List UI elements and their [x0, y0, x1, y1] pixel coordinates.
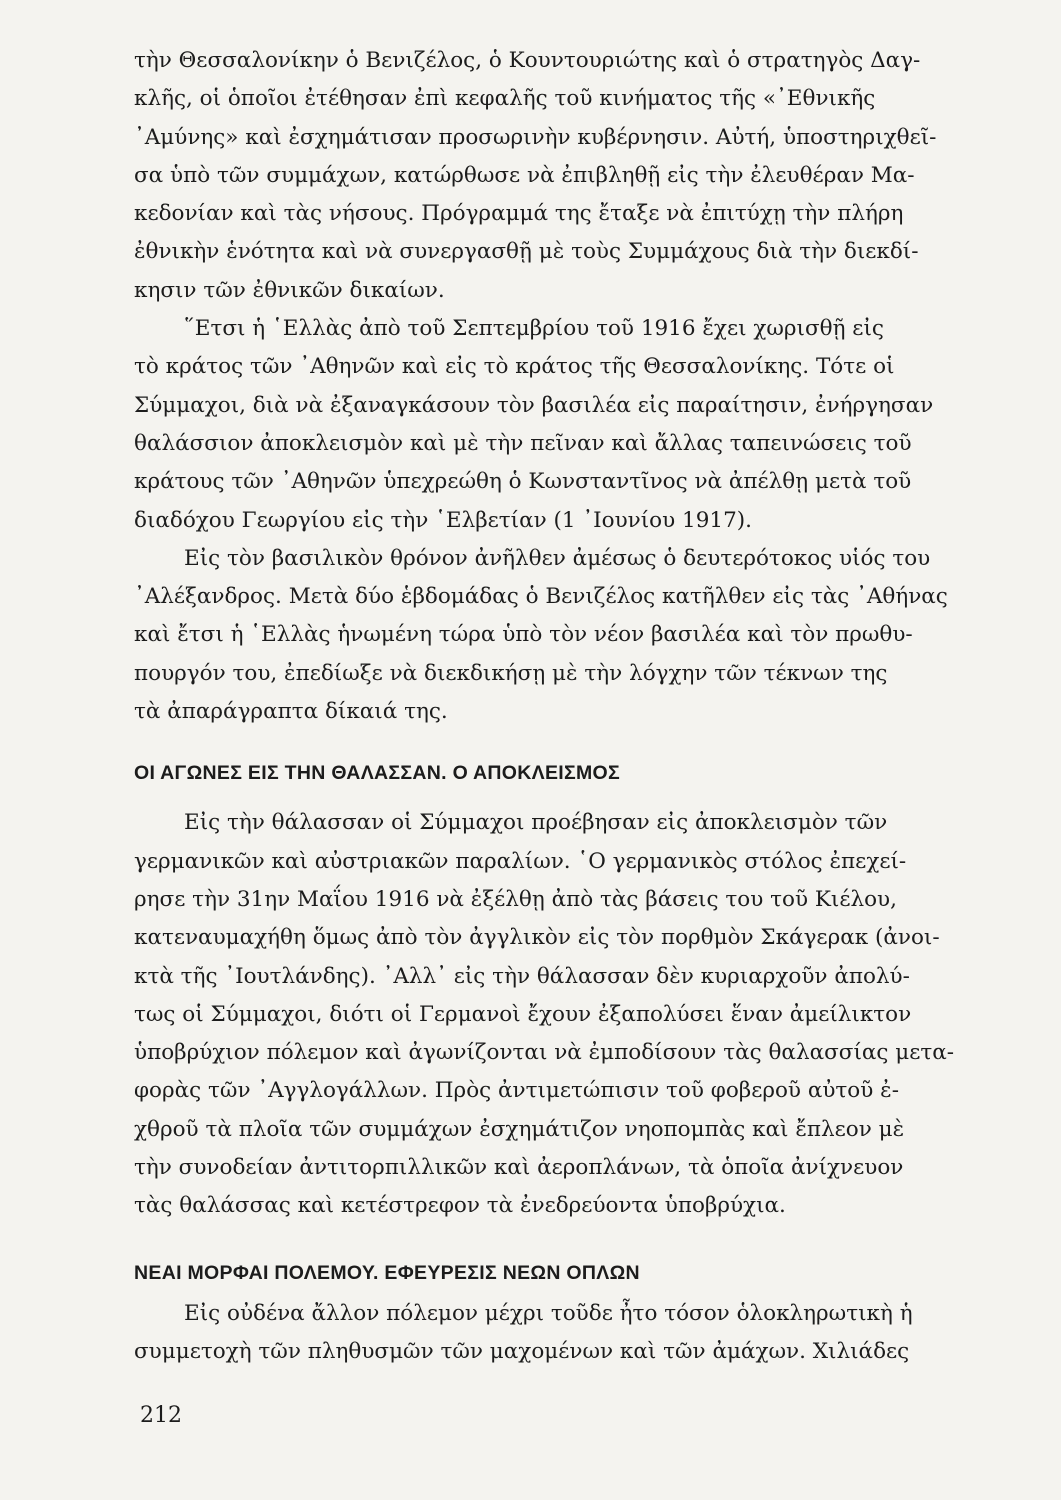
text-line: ᾿Αλέξανδρος. Μετὰ δύο ἑβδομάδας ὁ Βενιζέλος κατῆλθεν εἰς τὰς ᾿Αθήνας: [134, 584, 948, 610]
text-line: Εἰς τὴν θάλασσαν οἱ Σύμμαχοι προέβησαν εἰς ἀποκλεισμὸν τῶν: [184, 810, 888, 836]
text-line: κλῆς, οἱ ὁποῖοι ἐτέθησαν ἐπὶ κεφαλῆς τοῦ κινήματος τῆς «᾿Εθνικῆς: [134, 86, 876, 112]
text-line: σα ὑπὸ τῶν συμμάχων, κατώρθωσε νὰ ἐπιβληθῇ εἰς τὴν ἐλευθέραν Μα-: [134, 162, 915, 188]
text-line: ρησε τὴν 31ην Μαΐου 1916 νὰ ἐξέλθῃ ἀπὸ τὰς βάσεις του τοῦ Κιέλου,: [134, 886, 897, 912]
paragraph-3: [134, 540, 994, 731]
text-line: χθροῦ τὰ πλοῖα τῶν συμμάχων ἐσχημάτιζον νηοπομπὰς καὶ ἔπλεον μὲ: [134, 1116, 905, 1142]
text-line: ὑποβρύχιον πόλεμον καὶ ἀγωνίζονται νὰ ἐμποδίσουν τὰς θαλασσίας μετα-: [134, 1040, 955, 1066]
text-line: γερμανικῶν καὶ αὐστριακῶν παραλίων. ῾Ο γερμανικὸς στόλος ἐπεχεί-: [134, 848, 907, 874]
text-line: τὸ κράτος τῶν ᾿Αθηνῶν καὶ εἰς τὸ κράτος τῆς Θεσσαλονίκης. Τότε οἱ: [134, 354, 895, 380]
text-line: τὰς θαλάσσας καὶ κετέστρεφον τὰ ἐνεδρεύοντα ὑποβρύχια.: [134, 1193, 786, 1219]
text-line: καὶ ἔτσι ἡ ῾Ελλὰς ἡνωμένη τώρα ὑπὸ τὸν νέον βασιλέα καὶ τὸν πρωθυ-: [134, 622, 913, 648]
text-line: ῞Ετσι ἡ ῾Ελλὰς ἀπὸ τοῦ Σεπτεμβρίου τοῦ 1916 ἔχει χωρισθῇ εἰς: [184, 316, 884, 342]
text-line: κτὰ τῆς ᾿Ιουτλάνδης). ᾿Αλλ᾿ εἰς τὴν θάλασσαν δὲν κυριαρχοῦν ἀπολύ-: [134, 963, 910, 989]
paragraph-warfare: [134, 1295, 994, 1372]
paragraph-1: [134, 42, 994, 310]
text-line: τὰ ἀπαράγραπτα δίκαιά της.: [134, 699, 448, 725]
text-line: Εἰς οὐδένα ἄλλον πόλεμον μέχρι τοῦδε ἦτο τόσον ὁλοκληρωτικὴ ἡ: [184, 1300, 913, 1326]
text-line: Σύμμαχοι, διὰ νὰ ἐξαναγκάσουν τὸν βασιλέα εἰς παραίτησιν, ἐνήργησαν: [134, 392, 934, 418]
text-line: τὴν συνοδείαν ἀντιτορπιλλικῶν καὶ ἀεροπλάνων, τὰ ὁποῖα ἀνίχνευον: [134, 1155, 904, 1181]
text-line: συμμετοχὴ τῶν πληθυσμῶν τῶν μαχομένων καὶ τῶν ἀμάχων. Χιλιάδες: [134, 1338, 910, 1364]
text-line: κεδονίαν καὶ τὰς νήσους. Πρόγραμμά της ἔταξε νὰ ἐπιτύχῃ τὴν πλήρη: [134, 201, 904, 227]
text-line: ᾿Αμύνης» καὶ ἐσχημάτισαν προσωρινὴν κυβέρνησιν. Αὐτή, ὑποστηριχθεῖ-: [134, 124, 937, 150]
text-line: ἐθνικὴν ἑνότητα καὶ νὰ συνεργασθῇ μὲ τοὺς Συμμάχους διὰ τὴν διεκδί-: [134, 239, 919, 265]
text-line: πουργόν του, ἐπεδίωξε νὰ διεκδικήσῃ μὲ τὴν λόγχην τῶν τέκνων της: [134, 660, 888, 686]
text-line: θαλάσσιον ἀποκλεισμὸν καὶ μὲ τὴν πεῖναν καὶ ἄλλας ταπεινώσεις τοῦ: [134, 430, 912, 456]
text-line: διαδόχου Γεωργίου εἰς τὴν ῾Ελβετίαν (1 ᾿Ιουνίου 1917).: [134, 507, 752, 533]
paragraph-2: [134, 310, 994, 540]
text-line: κράτους τῶν ᾿Αθηνῶν ὑπεχρεώθη ὁ Κωνσταντῖνος νὰ ἀπέλθῃ μετὰ τοῦ: [134, 469, 912, 495]
text-line: τως οἱ Σύμμαχοι, διότι οἱ Γερμανοὶ ἔχουν ἐξαπολύσει ἕναν ἀμείλικτον: [134, 1001, 912, 1027]
page-body: [134, 42, 994, 1371]
section-heading-naval-battles: ΟΙ ΑΓΩΝΕΣ ΕΙΣ ΤΗΝ ΘΑΛΑΣΣΑΝ. Ο ΑΠΟΚΛΕΙΣΜΟΣ: [134, 762, 621, 785]
text-line: κατεναυμαχήθη ὅμως ἀπὸ τὸν ἀγγλικὸν εἰς τὸν πορθμὸν Σκάγεραк (ἀνοι-: [134, 925, 940, 951]
text-line: Εἰς τὸν βασιλικὸν θρόνον ἀνῆλθεν ἀμέσως ὁ δευτερότοκος υἱός του: [184, 545, 931, 571]
page-number: 212: [140, 1403, 182, 1428]
text-line: φορὰς τῶν ᾿Αγγλογάλλων. Πρὸς ἀντιμετώπισιν τοῦ φοβεροῦ αὐτοῦ ἐ-: [134, 1078, 899, 1104]
text-line: τὴν Θεσσαλονίκην ὁ Βενιζέλος, ὁ Κουντουριώτης καὶ ὁ στρατηγὸς Δαγ-: [134, 48, 921, 73]
text-line: κησιν τῶν ἐθνικῶν δικαίων.: [134, 277, 445, 303]
section-heading-new-warfare: ΝΕΑΙ ΜΟΡΦΑΙ ΠΟΛΕΜΟΥ. ΕΦΕΥΡΕΣΙΣ ΝΕΩΝ ΟΠΛΩΝ: [134, 1261, 640, 1284]
paragraph-naval: [134, 804, 994, 1225]
